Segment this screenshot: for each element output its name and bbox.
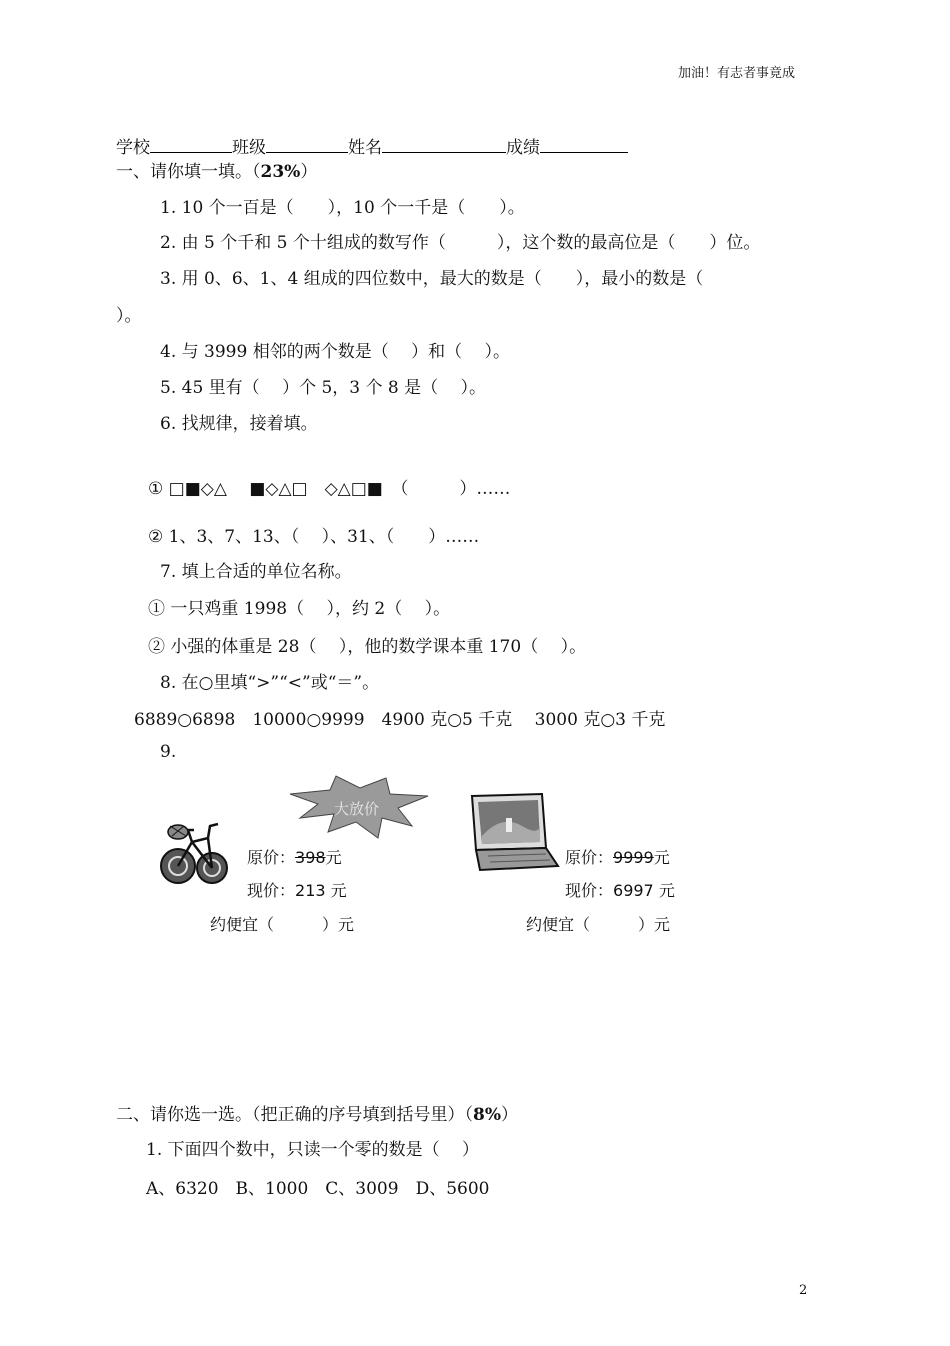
question-1-6: 6. 找规律，接着填。 xyxy=(160,414,318,434)
unit-item-2: ② 小强的体重是 28（ ），他的数学课本重 170（ ）。 xyxy=(148,637,587,657)
question-1-1: 1. 10 个一百是（ ），10 个一千是（ ）。 xyxy=(160,198,525,218)
laptop-original-price: 原价：9999元 xyxy=(565,848,670,867)
pattern-shapes: ① □■◇△ ■◇△□ ◇△□■ （ ）…… xyxy=(148,479,511,499)
student-info-line xyxy=(116,133,628,158)
section1-title: 一、请你填一填。（23%） xyxy=(116,162,318,182)
question-1-8: 8. 在○里填“>”“<”或“＝”。 xyxy=(160,673,380,693)
pattern-numbers: ② 1、3、7、13、（ ）、31、（ ）…… xyxy=(148,527,480,547)
compare-items: 6889○6898 10000○9999 4900 克○5 千克 3000 克○3 千克 xyxy=(134,710,666,730)
sale-label: 大放价 xyxy=(334,800,380,818)
page-number: 2 xyxy=(799,1283,808,1298)
bike-saving: 约便宜（ ）元 xyxy=(210,915,355,934)
score-label: 成绩 xyxy=(506,138,540,158)
name-blank[interactable] xyxy=(382,136,506,153)
school-blank[interactable] xyxy=(150,136,232,153)
school-label: 学校 xyxy=(116,138,150,158)
question-2-1-options: A、6320 B、1000 C、3009 D、5600 xyxy=(146,1179,490,1199)
header-motto: 加油！有志者事竟成 xyxy=(678,66,796,81)
question-1-9: 9. xyxy=(160,742,177,762)
name-label: 姓名 xyxy=(348,138,382,158)
question-1-4: 4. 与 3999 相邻的两个数是（ ）和（ ）。 xyxy=(160,342,511,362)
laptop-icon xyxy=(466,792,558,874)
section2-title: 二、请你选一选。（把正确的序号填到括号里）（8%） xyxy=(116,1105,518,1125)
laptop-current-price: 现价：6997 元 xyxy=(565,881,675,900)
question-1-2: 2. 由 5 个千和 5 个十组成的数写作（ ），这个数的最高位是（ ）位。 xyxy=(160,233,761,253)
laptop-saving: 约便宜（ ）元 xyxy=(526,915,671,934)
score-blank[interactable] xyxy=(540,136,628,153)
class-blank[interactable] xyxy=(266,136,348,153)
question-2-1: 1. 下面四个数中，只读一个零的数是（ ） xyxy=(146,1140,480,1160)
unit-item-1: ① 一只鸡重 1998（ ），约 2（ ）。 xyxy=(148,599,451,619)
bike-original-price: 原价：398元 xyxy=(247,848,342,867)
class-label: 班级 xyxy=(232,138,266,158)
question-1-5: 5. 45 里有（ ）个 5，3 个 8 是（ ）。 xyxy=(160,378,487,398)
bike-current-price: 现价：213 元 xyxy=(247,881,347,900)
question-1-7: 7. 填上合适的单位名称。 xyxy=(160,562,352,582)
question-1-3-cont: ）。 xyxy=(116,306,142,326)
question-1-3: 3. 用 0、6、1、4 组成的四位数中，最大的数是（ ），最小的数是（ xyxy=(160,269,704,289)
bicycle-icon xyxy=(158,812,230,890)
